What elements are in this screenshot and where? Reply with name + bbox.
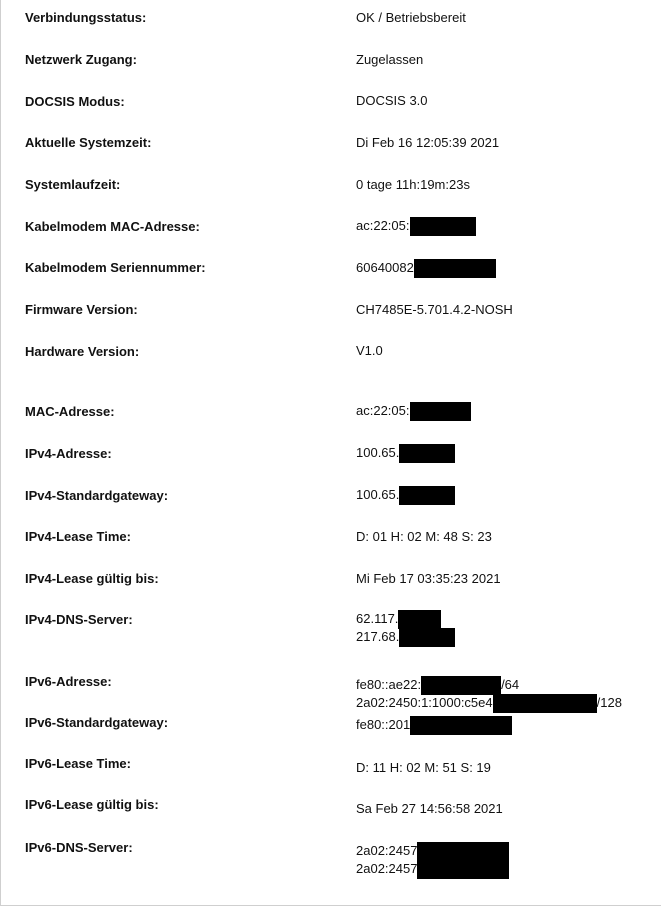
ipv6-lease-valid-text: Sa Feb 27 14:56:58 2021 [356,801,503,816]
label-hardware: Hardware Version: [25,344,140,359]
ipv4-lease-valid-text: Mi Feb 17 03:35:23 2021 [356,571,501,586]
ipv6-addr-1-prefix: fe80::ae22: [356,677,422,692]
value-ipv4 [356,444,455,462]
mac-text: ac:22:05: [356,403,410,418]
ipv6-dns-1-text: 2a02:2457 [356,843,418,858]
redaction-bar [410,716,512,735]
redaction-bar [398,610,441,629]
label-ipv4: IPv4-Adresse: [25,446,112,461]
value-ipv4-gateway [356,486,455,504]
value-ipv6-gateway [356,716,512,734]
redaction-bar [399,444,455,463]
value-cm-mac [356,217,476,235]
label-ipv4-lease-valid: IPv4-Lease gültig bis: [25,571,159,586]
hardware-text: V1.0 [356,343,383,358]
value-ipv6-dns [356,842,509,878]
value-ipv6-lease-valid [356,800,503,818]
label-verbindungsstatus: Verbindungsstatus: [25,10,147,25]
ipv4-gateway-text: 100.65. [356,487,400,502]
value-cm-serial [356,259,496,277]
value-netzwerk-zugang [356,51,423,69]
docsis-modus-text: DOCSIS 3.0 [356,93,428,108]
label-ipv4-gateway: IPv4-Standardgateway: [25,488,169,503]
ipv6-addr-2-prefix: 2a02:2450:1:1000:c5e4 [356,695,493,710]
ipv4-lease-time-text: D: 01 H: 02 M: 48 S: 23 [356,529,492,544]
ipv4-text: 100.65. [356,445,400,460]
value-ipv6-lease-time [356,759,491,777]
label-ipv6: IPv6-Adresse: [25,674,112,689]
label-ipv6-lease-time: IPv6-Lease Time: [25,756,131,771]
label-mac: MAC-Adresse: [25,404,115,419]
label-systemzeit: Aktuelle Systemzeit: [25,135,152,150]
ipv6-gateway-text: fe80::201 [356,717,411,732]
label-ipv4-dns: IPv4-DNS-Server: [25,612,133,627]
redaction-bar [421,676,501,695]
firmware-text: CH7485E-5.701.4.2-NOSH [356,302,513,317]
ipv6-addr-1-suffix: /64 [501,677,520,692]
redaction-bar [417,860,509,879]
ipv6-dns-2-text: 2a02:2457 [356,861,418,876]
value-firmware [356,301,513,319]
label-ipv6-gateway: IPv6-Standardgateway: [25,715,169,730]
label-netzwerk-zugang: Netzwerk Zugang: [25,52,137,67]
value-verbindungsstatus [356,9,466,27]
redaction-bar [414,259,496,278]
redaction-bar [417,842,509,861]
ipv6-lease-time-text: D: 11 H: 02 M: 51 S: 19 [356,760,491,775]
value-ipv6 [356,676,622,712]
value-hardware [356,342,383,360]
redaction-bar [399,486,455,505]
redaction-bar [410,402,471,421]
label-docsis-modus: DOCSIS Modus: [25,94,125,109]
label-ipv6-lease-valid: IPv6-Lease gültig bis: [25,797,159,812]
redaction-bar [410,217,476,236]
ipv4-dns-2-text: 217.68. [356,629,400,644]
value-mac [356,402,471,420]
redaction-bar [493,694,597,713]
label-firmware: Firmware Version: [25,302,138,317]
ipv6-addr-2-suffix: /128 [596,695,622,710]
label-systemlaufzeit: Systemlaufzeit: [25,177,121,192]
value-ipv4-lease-valid [356,570,501,588]
value-systemzeit [356,134,499,152]
label-ipv6-dns: IPv6-DNS-Server: [25,840,133,855]
value-ipv4-dns [356,610,455,646]
redaction-bar [399,628,455,647]
cm-serial-text: 60640082 [356,260,414,275]
value-docsis-modus [356,92,428,110]
cm-mac-text: ac:22:05: [356,218,410,233]
value-systemlaufzeit [356,176,470,194]
label-cm-serial: Kabelmodem Seriennummer: [25,260,206,275]
label-ipv4-lease-time: IPv4-Lease Time: [25,529,131,544]
label-cm-mac: Kabelmodem MAC-Adresse: [25,219,200,234]
value-ipv4-lease-time [356,528,492,546]
netzwerk-zugang-text: Zugelassen [356,52,424,67]
verbindungsstatus-text: OK / Betriebsbereit [356,10,466,25]
systemzeit-text: Di Feb 16 12:05:39 2021 [356,135,500,150]
systemlaufzeit-text: 0 tage 11h:19m:23s [356,177,470,192]
ipv4-dns-1-text: 62.117. [356,611,399,626]
